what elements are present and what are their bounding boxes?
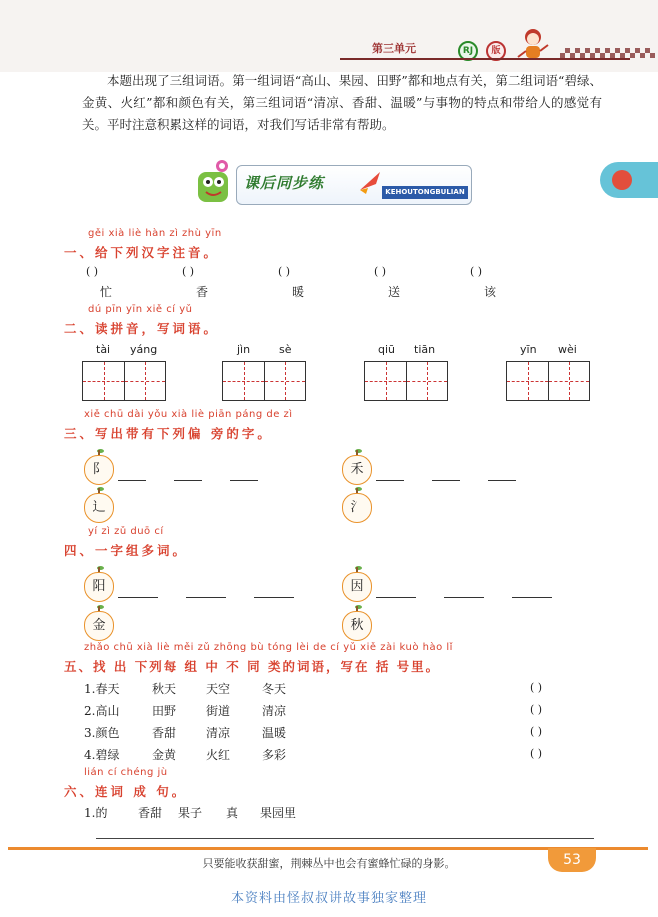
- s5-answer-paren[interactable]: ( ): [530, 725, 543, 738]
- s5-word: 1.春天: [84, 682, 120, 696]
- s5-word: 温暖: [262, 726, 287, 740]
- s5-word: 香甜: [152, 726, 177, 740]
- char-apple: 因: [342, 572, 372, 602]
- s5-word: 2.高山: [84, 704, 120, 718]
- answer-blank[interactable]: [118, 480, 146, 482]
- s2-title: 二、读拼音，写词语。: [64, 321, 220, 336]
- radical-apple: 阝: [84, 455, 114, 485]
- header-checker-decoration: [560, 48, 655, 58]
- s5-word: 冬天: [262, 682, 287, 696]
- header-rule: [340, 58, 630, 60]
- credit-line: 本资料由怪叔叔讲故事独家整理: [230, 891, 427, 906]
- s5-answer-paren[interactable]: ( ): [530, 681, 543, 694]
- edition-badge-ban: 版: [486, 41, 506, 61]
- answer-blank[interactable]: [512, 597, 552, 599]
- intro-paragraph: 本题出现了三组词语。第一组词语“高山、果园、田野”都和地点有关，第二组词语“碧绿、金黄、火红”都和颜色有关，第三组词语“清凉、香甜、温暖”与事物的特点和带给人的感觉有关。平时注意积累这样的词语，对我们写话非常有帮助。: [82, 73, 602, 132]
- s2-item-pinyin: jìn: [237, 343, 251, 356]
- footer-quote: 只要能收获甜蜜，荆棘丛中也会有蜜蜂忙碌的身影。: [202, 857, 456, 870]
- s5-word: 清凉: [262, 704, 287, 718]
- s1-paren[interactable]: ( ): [278, 265, 291, 278]
- answer-blank[interactable]: [186, 597, 226, 599]
- s6-word: 果园里: [260, 806, 297, 820]
- s2-item-pinyin: tiān: [414, 343, 436, 356]
- s2-item-pinyin: tài: [96, 343, 111, 356]
- s5-word: 街道: [206, 704, 231, 718]
- s5-answer-paren[interactable]: ( ): [530, 747, 543, 760]
- s1-paren[interactable]: ( ): [470, 265, 483, 278]
- s5-word: 火红: [206, 748, 231, 762]
- radical-apple: 辶: [84, 493, 114, 523]
- s1-char: 忙: [100, 285, 113, 299]
- answer-blank[interactable]: [254, 597, 294, 599]
- s2-item-pinyin: yīn: [520, 343, 537, 356]
- s2-item-pinyin: yáng: [130, 343, 158, 356]
- s1-paren[interactable]: ( ): [86, 265, 99, 278]
- s5-word: 金黄: [152, 748, 177, 762]
- answer-blank[interactable]: [376, 597, 416, 599]
- page-number: 53: [548, 848, 596, 872]
- edition-badge-rj: RJ: [458, 41, 478, 61]
- s5-answer-paren[interactable]: ( ): [530, 703, 543, 716]
- s5-pinyin: zhǎo chū xià liè měi zǔ zhōng bù tóng lèi de cí yǔ xiě zài kuò hào lǐ: [84, 642, 453, 653]
- writing-grid[interactable]: [222, 361, 306, 401]
- s2-item-pinyin: sè: [279, 343, 292, 356]
- s1-title: 一、给下列汉字注音。: [64, 245, 220, 260]
- s1-char: 送: [388, 285, 401, 299]
- answer-blank[interactable]: [444, 597, 484, 599]
- char-apple: 金: [84, 611, 114, 641]
- s6-word: 果子: [178, 806, 203, 820]
- s6-pinyin: lián cí chéng jù: [84, 767, 168, 778]
- answer-line[interactable]: [96, 838, 594, 839]
- char-apple: 秋: [342, 611, 372, 641]
- s6-title: 六、连词 成 句。: [64, 784, 188, 799]
- s5-word: 田野: [152, 704, 177, 718]
- s5-word: 秋天: [152, 682, 177, 696]
- answer-blank[interactable]: [432, 480, 460, 482]
- s5-word: 4.碧绿: [84, 748, 120, 762]
- s5-word: 多彩: [262, 748, 287, 762]
- answer-blank[interactable]: [230, 480, 258, 482]
- banner-subtitle: KEHOUTONGBULIAN: [382, 186, 468, 199]
- s2-item-pinyin: wèi: [558, 343, 577, 356]
- mascot-face-icon: [612, 170, 632, 190]
- s1-char: 暖: [292, 285, 305, 299]
- writing-grid[interactable]: [506, 361, 590, 401]
- green-monster-icon: [186, 158, 242, 208]
- s5-word: 3.颜色: [84, 726, 120, 740]
- s2-pinyin: dú pīn yīn xiě cí yǔ: [88, 304, 193, 315]
- s3-title: 三、写出带有下列偏 旁的字。: [64, 426, 273, 441]
- s1-pinyin: gěi xià liè hàn zì zhù yīn: [88, 228, 222, 239]
- writing-grid[interactable]: [82, 361, 166, 401]
- radical-apple: 禾: [342, 455, 372, 485]
- s3-pinyin: xiě chū dài yǒu xià liè piān páng de zì: [84, 409, 293, 420]
- s4-pinyin: yí zì zǔ duō cí: [88, 526, 164, 537]
- s4-title: 四、一字组多词。: [64, 543, 189, 558]
- char-apple: 阳: [84, 572, 114, 602]
- banner-title: 课后同步练: [244, 174, 325, 192]
- s1-paren[interactable]: ( ): [182, 265, 195, 278]
- s2-item-pinyin: qiū: [378, 343, 396, 356]
- answer-blank[interactable]: [488, 480, 516, 482]
- answer-blank[interactable]: [118, 597, 158, 599]
- writing-grid[interactable]: [364, 361, 448, 401]
- s1-paren[interactable]: ( ): [374, 265, 387, 278]
- s6-word: 香甜: [138, 806, 163, 820]
- s5-word: 天空: [206, 682, 231, 696]
- s6-word: 1.的: [84, 806, 108, 820]
- s6-word: 真: [226, 806, 239, 820]
- s5-title: 五、找 出 下列每 组 中 不 同 类的词语，写在 括 号里。: [64, 659, 441, 674]
- page-header: [0, 0, 658, 72]
- s5-word: 清凉: [206, 726, 231, 740]
- s1-char: 香: [196, 285, 209, 299]
- answer-blank[interactable]: [376, 480, 404, 482]
- radical-apple: 氵: [342, 493, 372, 523]
- answer-blank[interactable]: [174, 480, 202, 482]
- unit-title: 第三单元: [372, 42, 416, 55]
- background-watermark: [228, 260, 418, 640]
- s1-char: 该: [484, 285, 497, 299]
